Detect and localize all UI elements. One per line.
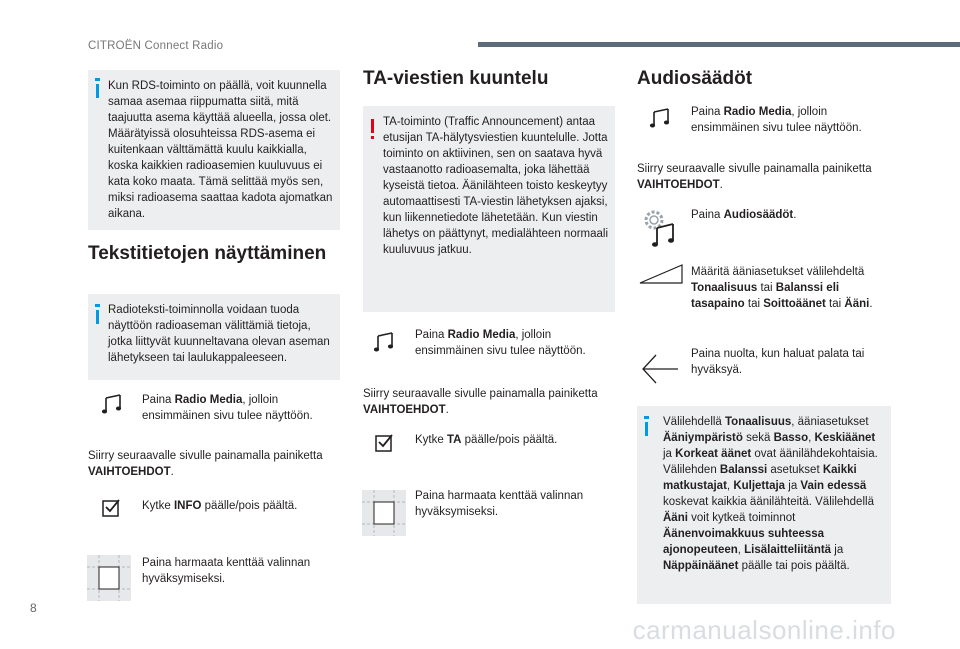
info-icon [644,416,649,419]
info-box-rds [88,70,340,230]
heading-text-display: Tekstitietojen näyttäminen [88,243,327,264]
heading-ta: TA-viestien kuuntelu [363,68,549,89]
grey-field-icon [362,490,406,536]
step-radio-media-3: Paina Radio Media, jolloin ensimmäinen sivu tulee näyttöön. [691,106,862,134]
step-radio-media-2: Paina Radio Media, jolloin ensimmäinen sivu tulee näyttöön. [415,329,586,357]
step-sound-tabs: Määritä ääniasetukset välilehdeltä Tonaalisuus tai Balanssi eli tasapaino tai Soittoäänet tai Ääni. [691,266,873,310]
step-grey-field-2: Paina harmaata kenttää valinnan hyväksymiseksi. [415,490,584,518]
warning-icon [371,119,374,133]
document-header: CITROËN Connect Radio [88,40,224,52]
step-back-arrow: Paina nuolta, kun haluat palata tai hyväksyä. [691,348,865,376]
music-note-icon [101,392,123,416]
step-info-toggle: Kytke INFO päälle/pois päältä. [142,500,298,512]
info-text-audio: Välilehdellä Tonaalisuus, ääniasetukset Ääniympäristö sekä Basso, Keskiäänet ja Korkeat äänet ovat äänilähdekohtaisia. Välilehden Balanssi asetukset Kaikki matkustajat, Kuljettaja ja Vain edessä koskevat kaikkia äänilähteitä. Välilehdellä Ääni voit kytkeä toiminnot Äänenvoimakkuus suhteessa ajonopeuteen, Lisälaitteliitäntä ja Näppäinäänet päälle tai pois päältä. [663,416,878,572]
para-options-1: Siirry seuraavalle sivulle painamalla painiketta VAIHTOEHDOT. [88,450,323,478]
heading-audio: Audiosäädöt [637,68,753,89]
gear-music-icon [640,206,682,250]
para-options-2: Siirry seuraavalle sivulle painamalla painiketta VAIHTOEHDOT. [363,388,598,416]
para-options-3: Siirry seuraavalle sivulle painamalla painiketta VAIHTOEHDOT. [637,163,872,191]
header-bar [478,42,960,47]
slider-icon [639,264,683,284]
checkbox-icon [101,498,121,518]
step-audio-settings: Paina Audiosäädöt. [691,209,797,221]
warning-text-ta: TA-toiminto (Traffic Announcement) antaa etusijan TA-hälytysviestien kuuntelulle. Jotta toiminto on aktiivinen, sen on saatava hyvä vastaanotto radioasemalta, joka lähettää kyseistä tietoa. Äänilähteen toisto keskeytyy automaattisesti TA-viestin lähetyksen ajaksi, kun liikennetiedote lähetetään. Kun viestin lähetys on päättynyt, medialähteen normaali kuuluvuus jatkuu. [383,116,609,256]
page-number: 8 [30,601,37,615]
info-text-radiotext: Radioteksti-toiminnolla voidaan tuoda näyttöön radioaseman välittämiä tietoja, jotka liittyvät kuunneltavana olevan aseman lähetykseen tai laulukappaleeseen. [108,304,330,364]
info-icon [95,304,100,307]
info-box-radiotext [88,294,340,380]
info-icon [95,78,100,81]
watermark: carmanualsonline.info [632,615,896,645]
music-note-icon [373,330,395,354]
grey-field-icon [87,555,131,601]
warning-box-ta [363,106,615,312]
step-grey-field-1: Paina harmaata kenttää valinnan hyväksymiseksi. [142,557,311,585]
back-arrow-icon [640,352,680,386]
step-radio-media-1: Paina Radio Media, jolloin ensimmäinen sivu tulee näyttöön. [142,394,313,422]
step-ta-toggle: Kytke TA päälle/pois päältä. [415,434,558,446]
music-note-icon [649,106,671,130]
checkbox-icon [374,433,394,453]
info-box-audio [637,406,891,604]
info-text-rds: Kun RDS-toiminto on päällä, voit kuunnella samaa asemaa riippumatta siitä, mitä taajuutta asema käyttää alueella, jossa olet. Määrätyissä olosuhteissa RDS-asema ei kuitenkaan välttämättä kuulu kaikkialla, koska kaikkien radioasemien kuuluvuus ei kata koko maata. Tämä selittää myös sen, miksi radioasema saattaa kadota ajomatkan aikana. [108,80,333,220]
